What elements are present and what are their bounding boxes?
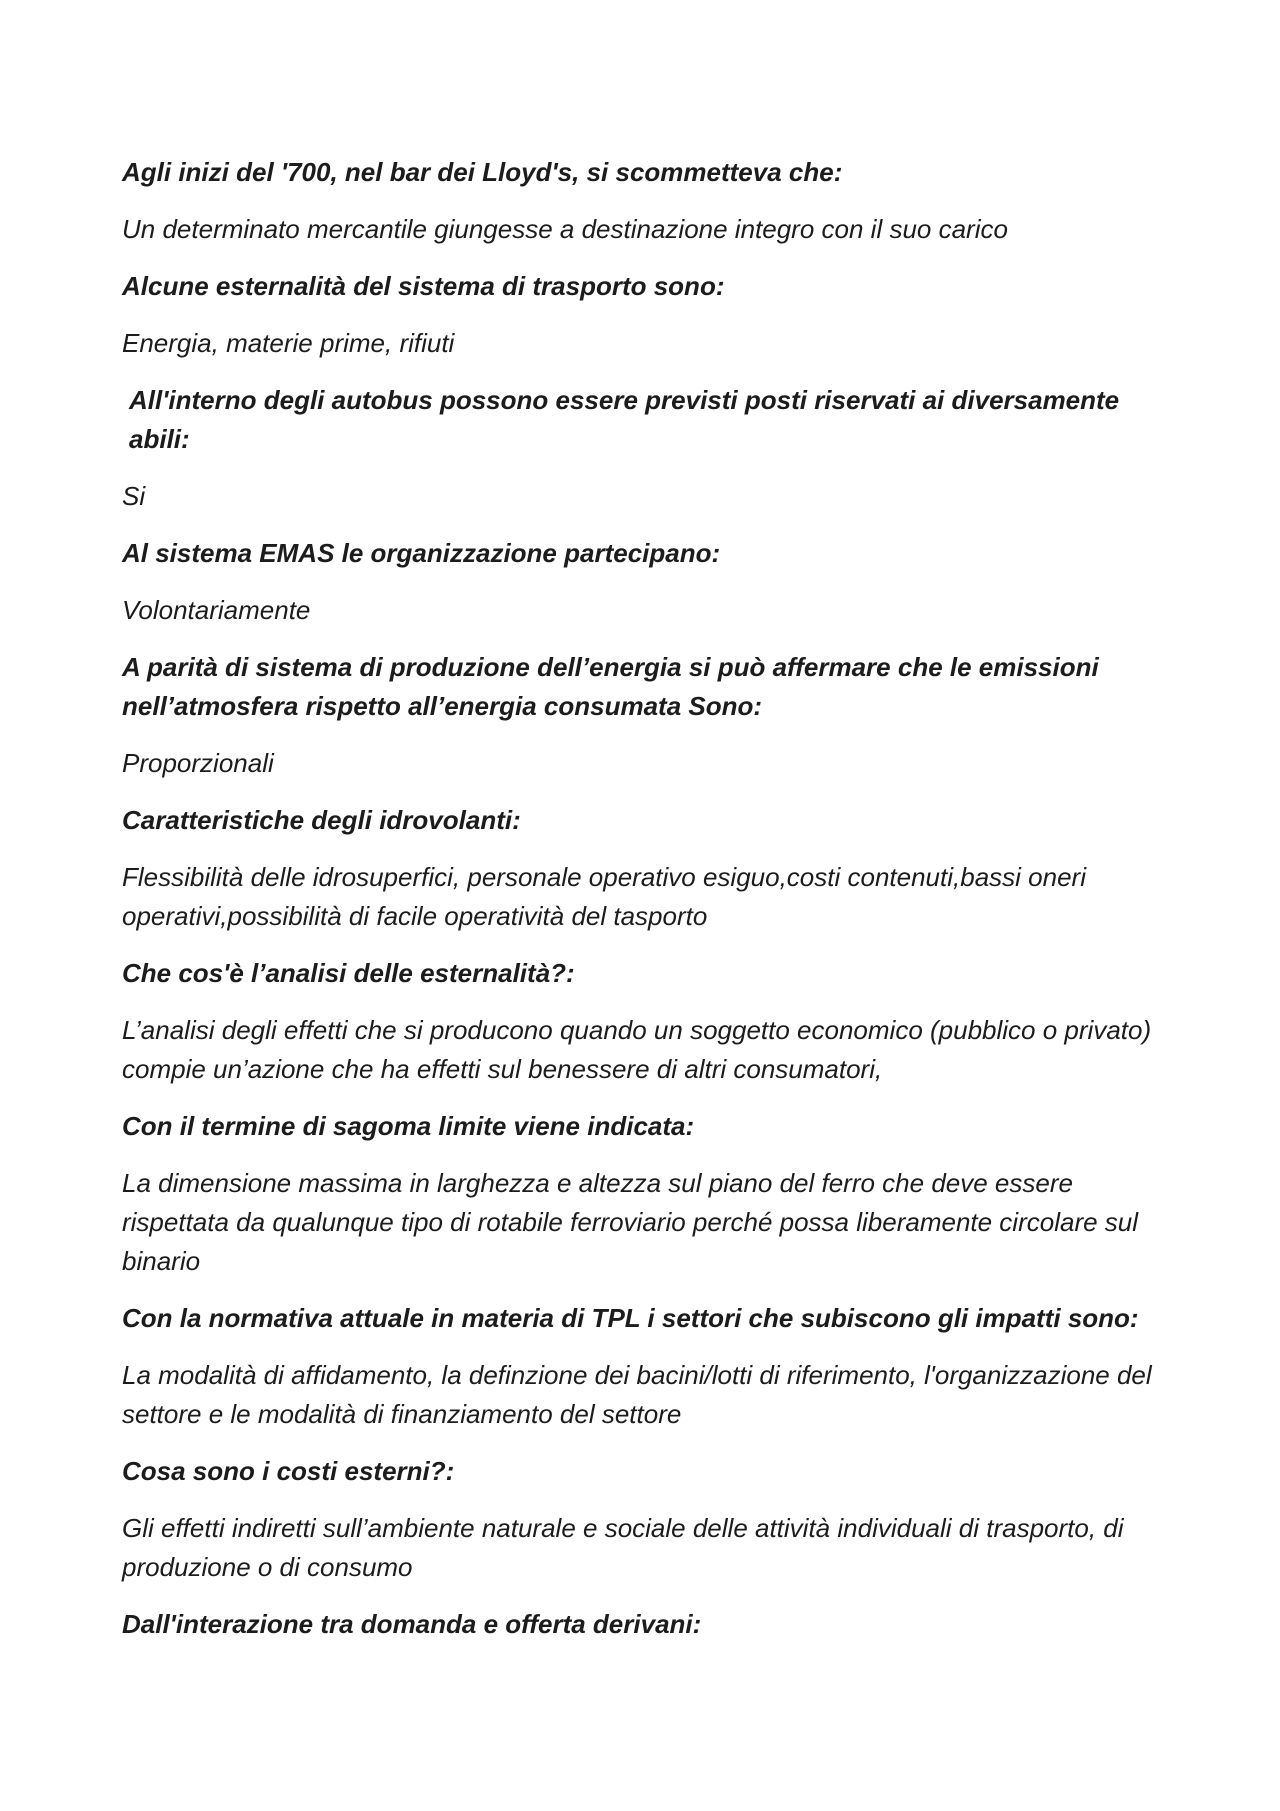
qa-item-10 [122,1452,1167,1587]
qa-item-7 [122,954,1167,1089]
qa-item-9 [122,1299,1167,1434]
question-text: Agli inizi del '700, nel bar dei Lloyd's, si scommetteva che: [122,157,843,187]
qa-item-6 [122,801,1167,936]
question-text: Che cos'è l’analisi delle esternalità?: [122,958,575,988]
answer-text: Flessibilità delle idrosuperfici, personale operativo esiguo,costi contenuti,bassi oneri operativi,possibilità di facile operatività del tasporto [122,862,1086,931]
answer-text: Gli effetti indiretti sull’ambiente naturale e sociale delle attività individuali di trasporto, di produzione o di consumo [122,1513,1124,1582]
question-text: Alcune esternalità del sistema di trasporto sono: [122,271,725,301]
question-text: Con la normativa attuale in materia di TPL i settori che subiscono gli impatti sono: [122,1303,1139,1333]
qa-item-8 [122,1107,1167,1281]
question-text: Al sistema EMAS le organizzazione partecipano: [122,538,721,568]
question-text: All'interno degli autobus possono essere previsti posti riservati ai diversamente abili: [129,385,1120,454]
qa-item-4 [122,534,1167,630]
answer-text: Volontariamente [122,595,311,625]
question-text: Dall'interazione tra domanda e offerta derivani: [122,1609,702,1639]
answer-text: Energia, materie prime, rifiuti [122,328,455,358]
answer-text: La dimensione massima in larghezza e altezza sul piano del ferro che deve essere rispettata da qualunque tipo di rotabile ferroviario perché possa liberamente circolare sul binario [122,1168,1139,1276]
question-text: A parità di sistema di produzione dell’energia si può affermare che le emissioni nell’atmosfera rispetto all’energia consumata Sono: [122,652,1099,721]
answer-text: L’analisi degli effetti che si producono quando un soggetto economico (pubblico o privato) compie un’azione che ha effetti sul benessere di altri consumatori, [122,1015,1152,1084]
question-text: Cosa sono i costi esterni?: [122,1456,455,1486]
question-text: Con il termine di sagoma limite viene indicata: [122,1111,695,1141]
qa-item-3 [122,381,1167,516]
answer-text: Si [122,481,146,511]
answer-text: La modalità di affidamento, la definzione dei bacini/lotti di riferimento, l'organizzazione del settore e le modalità di finanziamento del settore [122,1360,1152,1429]
answer-text: Un determinato mercantile giungesse a destinazione integro con il suo carico [122,214,1008,244]
qa-item-11 [122,1605,1167,1644]
qa-item-1 [122,153,1167,249]
document-page [122,153,1167,1662]
question-text: Caratteristiche degli idrovolanti: [122,805,521,835]
qa-item-5 [122,648,1167,783]
answer-text: Proporzionali [122,748,274,778]
qa-item-2 [122,267,1167,363]
